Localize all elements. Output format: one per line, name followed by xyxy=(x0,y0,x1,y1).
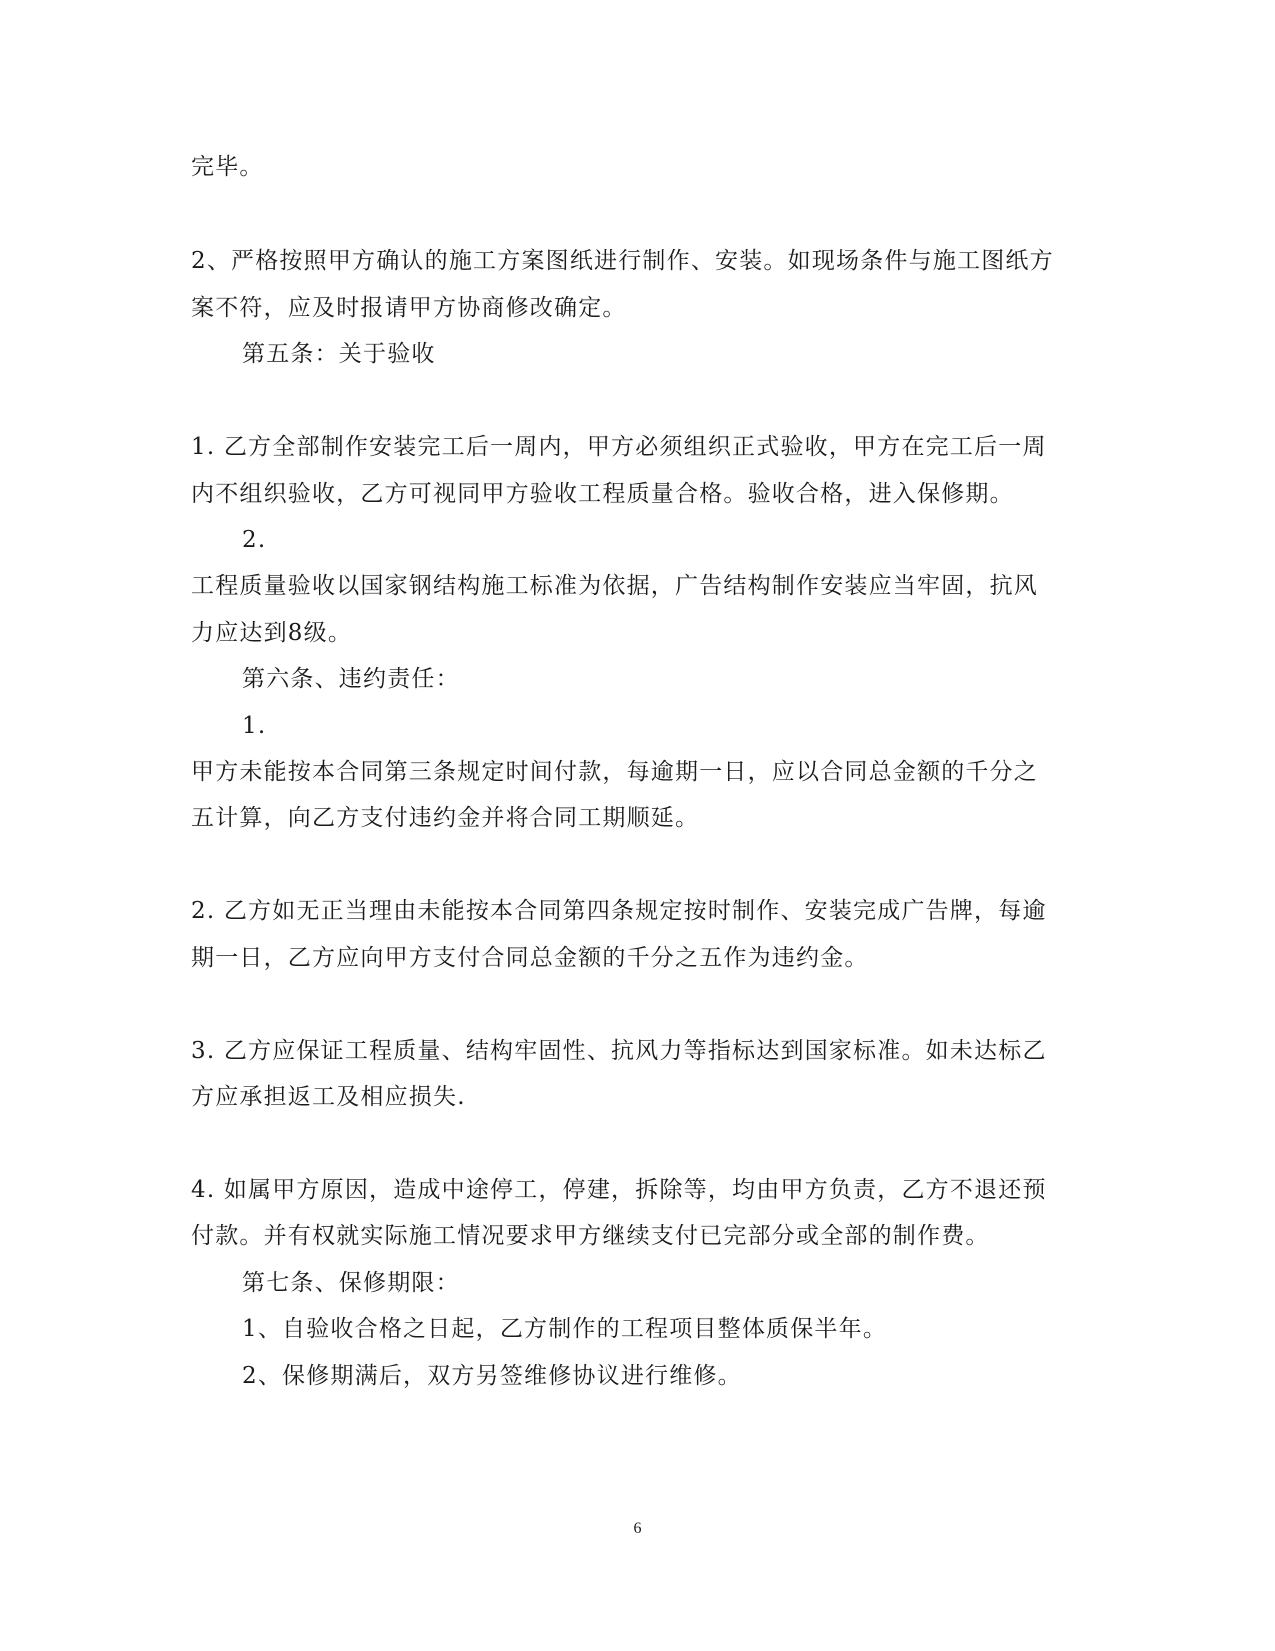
page-number: 6 xyxy=(633,1520,642,1537)
text-line: 甲方未能按本合同第三条规定时间付款，每逾期一日，应以合同总金额的千分之 xyxy=(191,759,1038,785)
section-heading: 第七条、保修期限： xyxy=(242,1270,460,1296)
list-number: 2. xyxy=(242,527,267,553)
text-line: 1. 乙方全部制作安装完工后一周内，甲方必须组织正式验收，甲方在完工后一周 xyxy=(191,434,1047,460)
text-line: 内不组织验收，乙方可视同甲方验收工程质量合格。验收合格，进入保修期。 xyxy=(191,481,1014,507)
text-line: 方应承担返工及相应损失. xyxy=(191,1084,466,1110)
text-line: 力应达到8级。 xyxy=(191,620,353,646)
text-line: 2、保修期满后，双方另签维修协议进行维修。 xyxy=(242,1363,742,1389)
text-line: 期一日，乙方应向甲方支付合同总金额的千分之五作为违约金。 xyxy=(191,945,869,971)
text-line: 3. 乙方应保证工程质量、结构牢固性、抗风力等指标达到国家标准。如未达标乙 xyxy=(191,1038,1047,1064)
text-line: 4. 如属甲方原因，造成中途停工，停建，拆除等，均由甲方负责，乙方不退还预 xyxy=(191,1177,1047,1203)
list-number: 1. xyxy=(242,713,267,739)
text-line: 2、严格按照甲方确认的施工方案图纸进行制作、安装。如现场条件与施工图纸方 xyxy=(191,248,1054,274)
text-line: 1、自验收合格之日起，乙方制作的工程项目整体质保半年。 xyxy=(242,1316,888,1342)
section-heading: 第六条、违约责任： xyxy=(242,666,460,692)
text-line: 完毕。 xyxy=(191,154,264,180)
text-line: 工程质量验收以国家钢结构施工标准为依据，广告结构制作安装应当牢固，抗风 xyxy=(191,573,1038,599)
text-line: 案不符，应及时报请甲方协商修改确定。 xyxy=(191,295,627,321)
text-line: 付款。并有权就实际施工情况要求甲方继续支付已完部分或全部的制作费。 xyxy=(191,1223,990,1249)
text-line: 2. 乙方如无正当理由未能按本合同第四条规定按时制作、安装完成广告牌，每逾 xyxy=(191,898,1047,924)
text-line: 五计算，向乙方支付违约金并将合同工期顺延。 xyxy=(191,805,700,831)
section-heading: 第五条：关于验收 xyxy=(242,341,436,367)
